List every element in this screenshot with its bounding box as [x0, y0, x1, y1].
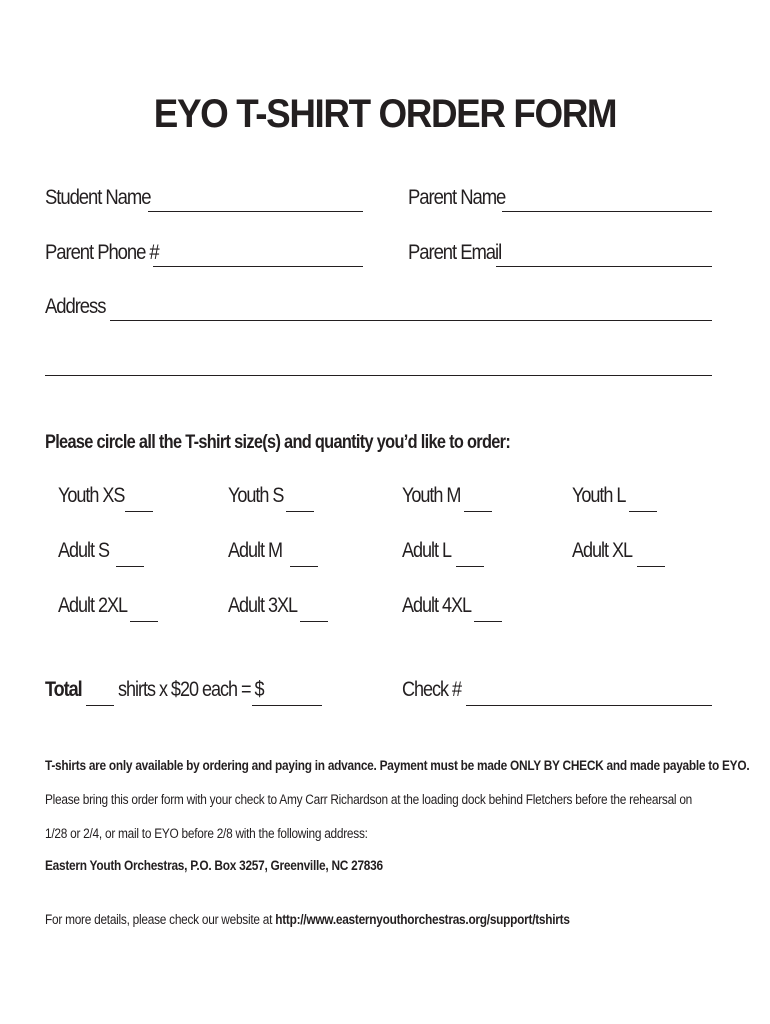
website-link[interactable]: http://www.easternyouthorchestras.org/support/tshirts — [275, 912, 570, 927]
qty-adult-m[interactable] — [290, 566, 318, 567]
address-field-line2[interactable] — [45, 375, 712, 376]
address-label: Address — [45, 295, 106, 318]
parent-name-label: Parent Name — [408, 186, 506, 209]
total-amount-field[interactable] — [252, 705, 322, 706]
size-youth-m[interactable]: Youth M — [402, 484, 461, 507]
size-adult-3xl[interactable]: Adult 3XL — [228, 594, 298, 617]
bring-form-line2: 1/28 or 2/4, or mail to EYO before 2/8 with the following address: — [45, 826, 368, 841]
check-number-label: Check # — [402, 678, 462, 701]
qty-adult-xl[interactable] — [637, 566, 665, 567]
parent-email-label: Parent Email — [408, 241, 502, 264]
size-adult-4xl[interactable]: Adult 4XL — [402, 594, 472, 617]
size-adult-2xl[interactable]: Adult 2XL — [58, 594, 128, 617]
form-title: EYO T-SHIRT ORDER FORM — [153, 92, 617, 136]
total-quantity-field[interactable] — [86, 705, 114, 706]
details-prefix: For more details, please check our website at — [45, 912, 276, 927]
qty-adult-4xl[interactable] — [474, 621, 502, 622]
qty-youth-s[interactable] — [286, 511, 314, 512]
size-adult-xl[interactable]: Adult XL — [572, 539, 633, 562]
qty-youth-l[interactable] — [629, 511, 657, 512]
qty-youth-m[interactable] — [464, 511, 492, 512]
details-text — [45, 912, 570, 927]
parent-phone-label: Parent Phone # — [45, 241, 159, 264]
qty-adult-2xl[interactable] — [130, 621, 158, 622]
price-text: shirts x $20 each = $ — [118, 678, 264, 701]
parent-name-field[interactable] — [502, 211, 712, 212]
parent-phone-field[interactable] — [153, 266, 363, 267]
student-name-label: Student Name — [45, 186, 151, 209]
address-field-line1[interactable] — [110, 320, 712, 321]
advance-notice-text: T-shirts are only available by ordering and paying in advance. Payment must be made ONLY BY CHECK and made payable to EYO. — [45, 758, 750, 773]
qty-adult-l[interactable] — [456, 566, 484, 567]
check-number-field[interactable] — [466, 705, 712, 706]
parent-email-field[interactable] — [496, 266, 712, 267]
qty-adult-3xl[interactable] — [300, 621, 328, 622]
student-name-field[interactable] — [148, 211, 363, 212]
total-label: Total — [45, 678, 82, 701]
sizes-heading: Please circle all the T-shirt size(s) and quantity you’d like to order: — [45, 432, 511, 453]
size-adult-m[interactable]: Adult M — [228, 539, 283, 562]
size-adult-l[interactable]: Adult L — [402, 539, 452, 562]
qty-youth-xs[interactable] — [125, 511, 153, 512]
size-youth-xs[interactable]: Youth XS — [58, 484, 125, 507]
size-youth-l[interactable]: Youth L — [572, 484, 626, 507]
size-adult-s[interactable]: Adult S — [58, 539, 110, 562]
qty-adult-s[interactable] — [116, 566, 144, 567]
size-youth-s[interactable]: Youth S — [228, 484, 284, 507]
bring-form-line1: Please bring this order form with your check to Amy Carr Richardson at the loading dock behind Fletchers before the rehearsal on — [45, 792, 693, 807]
mailing-address: Eastern Youth Orchestras, P.O. Box 3257, Greenville, NC 27836 — [45, 858, 383, 873]
